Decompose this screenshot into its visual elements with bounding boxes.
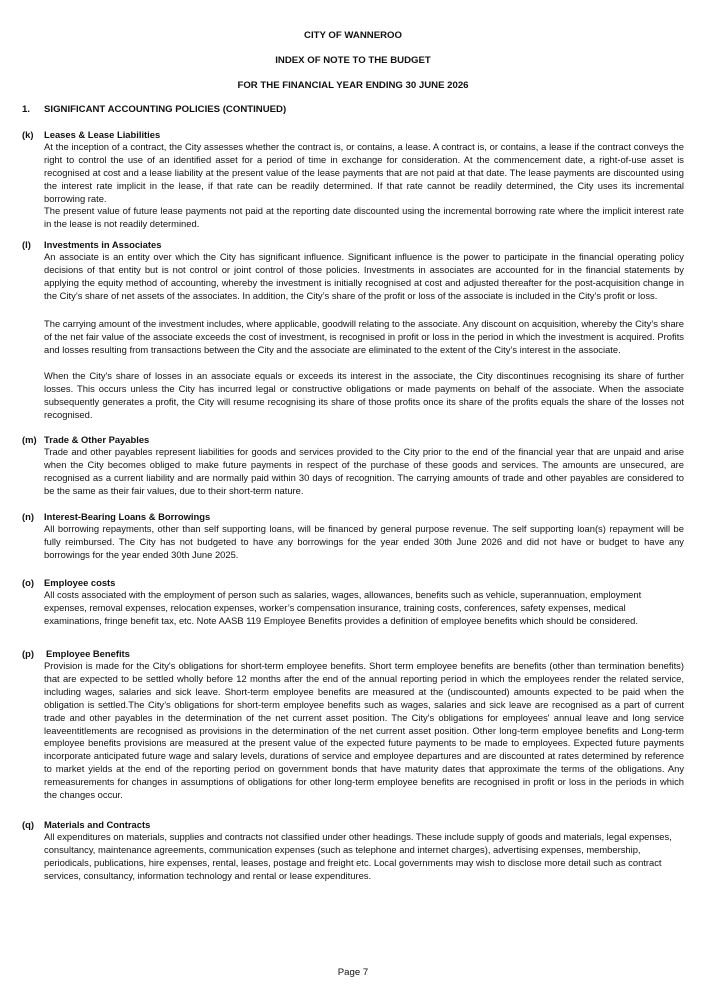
item-o-paragraph-1: All costs associated with the employment of person such as salaries, wages, allowances, benefits such as vehicle, superannuation, employment expenses, removal expenses, relocation expenses, worker’s compensation insurance, training costs, conferences, safety expenses, medical examinations, fringe benefit tax, etc. Note AASB 119 Employee Benefits provides a definition of employee benefits which should be considered. xyxy=(44,589,642,626)
page-number: Page 7 xyxy=(337,967,369,978)
financial-period: FOR THE FINANCIAL YEAR ENDING 30 JUNE 2026 xyxy=(237,80,469,91)
item-m-heading: Trade & Other Payables xyxy=(44,434,150,445)
item-q-heading: Materials and Contracts xyxy=(44,819,151,830)
item-n-letter: (n) xyxy=(22,511,34,522)
item-k-paragraph-1: At the inception of a contract, the City assesses whether the contract is, or contains, a lease. A contract is, or contains, a lease if the contract conveys the right to control the use of an identified asset for a period of time in exchange for consideration. At the commencement date, a right-of-use asset is recognised at cost and a lease liability at the present value of the lease payments that are not paid at that date. The lease payments are discounted using the interest rate implicit in the lease, if that rate can be readily determined. If that rate cannot be readily determined, the City uses its incremental borrowing rate. xyxy=(44,141,684,204)
item-l-paragraph-2: The carrying amount of the investment includes, where applicable, goodwill relating to the associate. Any discount on acquisition, whereby the City’s share of the net fair value of the associate exceeds the cost of investment, is recognised in profit or loss in the period in which the investment is acquired. Profits and losses resulting from transactions between the City and the associate are eliminated to the extent of the City’s interest in the associate. xyxy=(44,318,684,355)
item-p-paragraph-1: Provision is made for the City's obligations for short-term employee benefits. Short term employee benefits are benefits (other than termination benefits) that are expected to be settled wholly before 12 months after the end of the annual reporting period in which the employees render the related service, including wages, salaries and sick leave. Short-term employee benefits are measured at the (undiscounted) amounts expected to be paid when the obligation is settled.The City’s obligations for short-term employee benefits such as wages, salaries and sick leave are recognised as a part of current trade and other payables in the determination of the net current asset position. The City's obligations for employees' annual leave and long service leaveentitlements are recognised as provisions in the determination of the net current asset position. Other long-term employee benefits and Long-term employee benefits provisions are measured at the present value of the expected future payments to be made to employees. Expected future payments incorporate anticipated future wage and salary levels, durations of service and employee departures and are discounted at rates determined by reference to market yields at the end of the reporting period on government bonds that have maturity dates that approximate the terms of the obligations. Any remeasurements for changes in assumptions of obligations for other long-term employee benefits are recognised in profit or loss in the periods in which the changes occur. xyxy=(44,660,684,801)
document-title: INDEX OF NOTE TO THE BUDGET xyxy=(275,55,431,66)
item-o-heading: Employee costs xyxy=(44,577,116,588)
item-n-paragraph-1: All borrowing repayments, other than self supporting loans, will be financed by general purpose revenue. The self supporting loan(s) repayment will be fully reimbursed. The City has not budgeted to have any borrowings for the year ended 30th June 2026 and did not have or budget to have any borrowings for the year ended 30th June 2025. xyxy=(44,523,684,560)
item-k-paragraph-2: The present value of future lease payments not paid at the reporting date discounted using the incremental borrowing rate where the implicit interest rate in the lease is not readily determined. xyxy=(44,205,684,229)
item-l-heading: Investments in Associates xyxy=(44,239,162,250)
org-name: CITY OF WANNEROO xyxy=(304,30,402,41)
item-p-letter: (p) xyxy=(22,648,34,659)
item-q-letter: (q) xyxy=(22,819,34,830)
item-p-heading: Employee Benefits xyxy=(46,648,130,659)
item-k-heading: Leases & Lease Liabilities xyxy=(44,129,161,140)
section-number: 1. xyxy=(22,104,31,115)
item-l-paragraph-3: When the City's share of losses in an associate equals or exceeds its interest in the associate, the City discontinues recognising its share of further losses. This occurs unless the City has incurred legal or constructive obligations or made payments on behalf of the associate. When the associate subsequently generates a profit, the City will resume recognising its share of those profits once its share of the profits equals the share of the losses not recognised. xyxy=(44,370,684,420)
item-n-heading: Interest-Bearing Loans & Borrowings xyxy=(44,511,211,522)
item-q-paragraph-1: All expenditures on materials, supplies and contracts not classified under other headings. These include supply of goods and materials, legal expenses, consultancy, maintenance agreements, communication expenses (such as telephone and internet charges), advertising expenses, membership, periodicals, publications, hire expenses, rental, leases, postage and freight etc. Local governments may wish to disclose more detail such as contract services, consultancy, information technology and rental or lease expenditures. xyxy=(44,831,672,881)
item-l-paragraph-1: An associate is an entity over which the City has significant influence. Significant influence is the power to participate in the financial operating policy decisions of that entity but is not control or joint control of those policies. Investments in associates are accounted for in the financial statements by applying the equity method of accounting, whereby the investment is initially recognised at cost and adjusted thereafter for the post-acquisition change in the City’s share of net assets of the associates. In addition, the City’s share of the profit or loss of the associate is included in the City’s profit or loss. xyxy=(44,251,684,301)
item-m-letter: (m) xyxy=(22,434,37,445)
section-title: SIGNIFICANT ACCOUNTING POLICIES (CONTINUED) xyxy=(44,104,287,115)
item-m-paragraph-1: Trade and other payables represent liabilities for goods and services provided to the City prior to the end of the financial year that are unpaid and arise when the City becomes obliged to make future payments in respect of the purchase of these goods and services. The amounts are unsecured, are recognised as a current liability and are normally paid within 30 days of recognition. The carrying amounts of trade and other payables are considered to be the same as their fair values, due to their short-term nature. xyxy=(44,446,684,496)
item-o-letter: (o) xyxy=(22,577,34,588)
item-l-letter: (l) xyxy=(22,239,31,250)
item-k-letter: (k) xyxy=(22,129,34,140)
